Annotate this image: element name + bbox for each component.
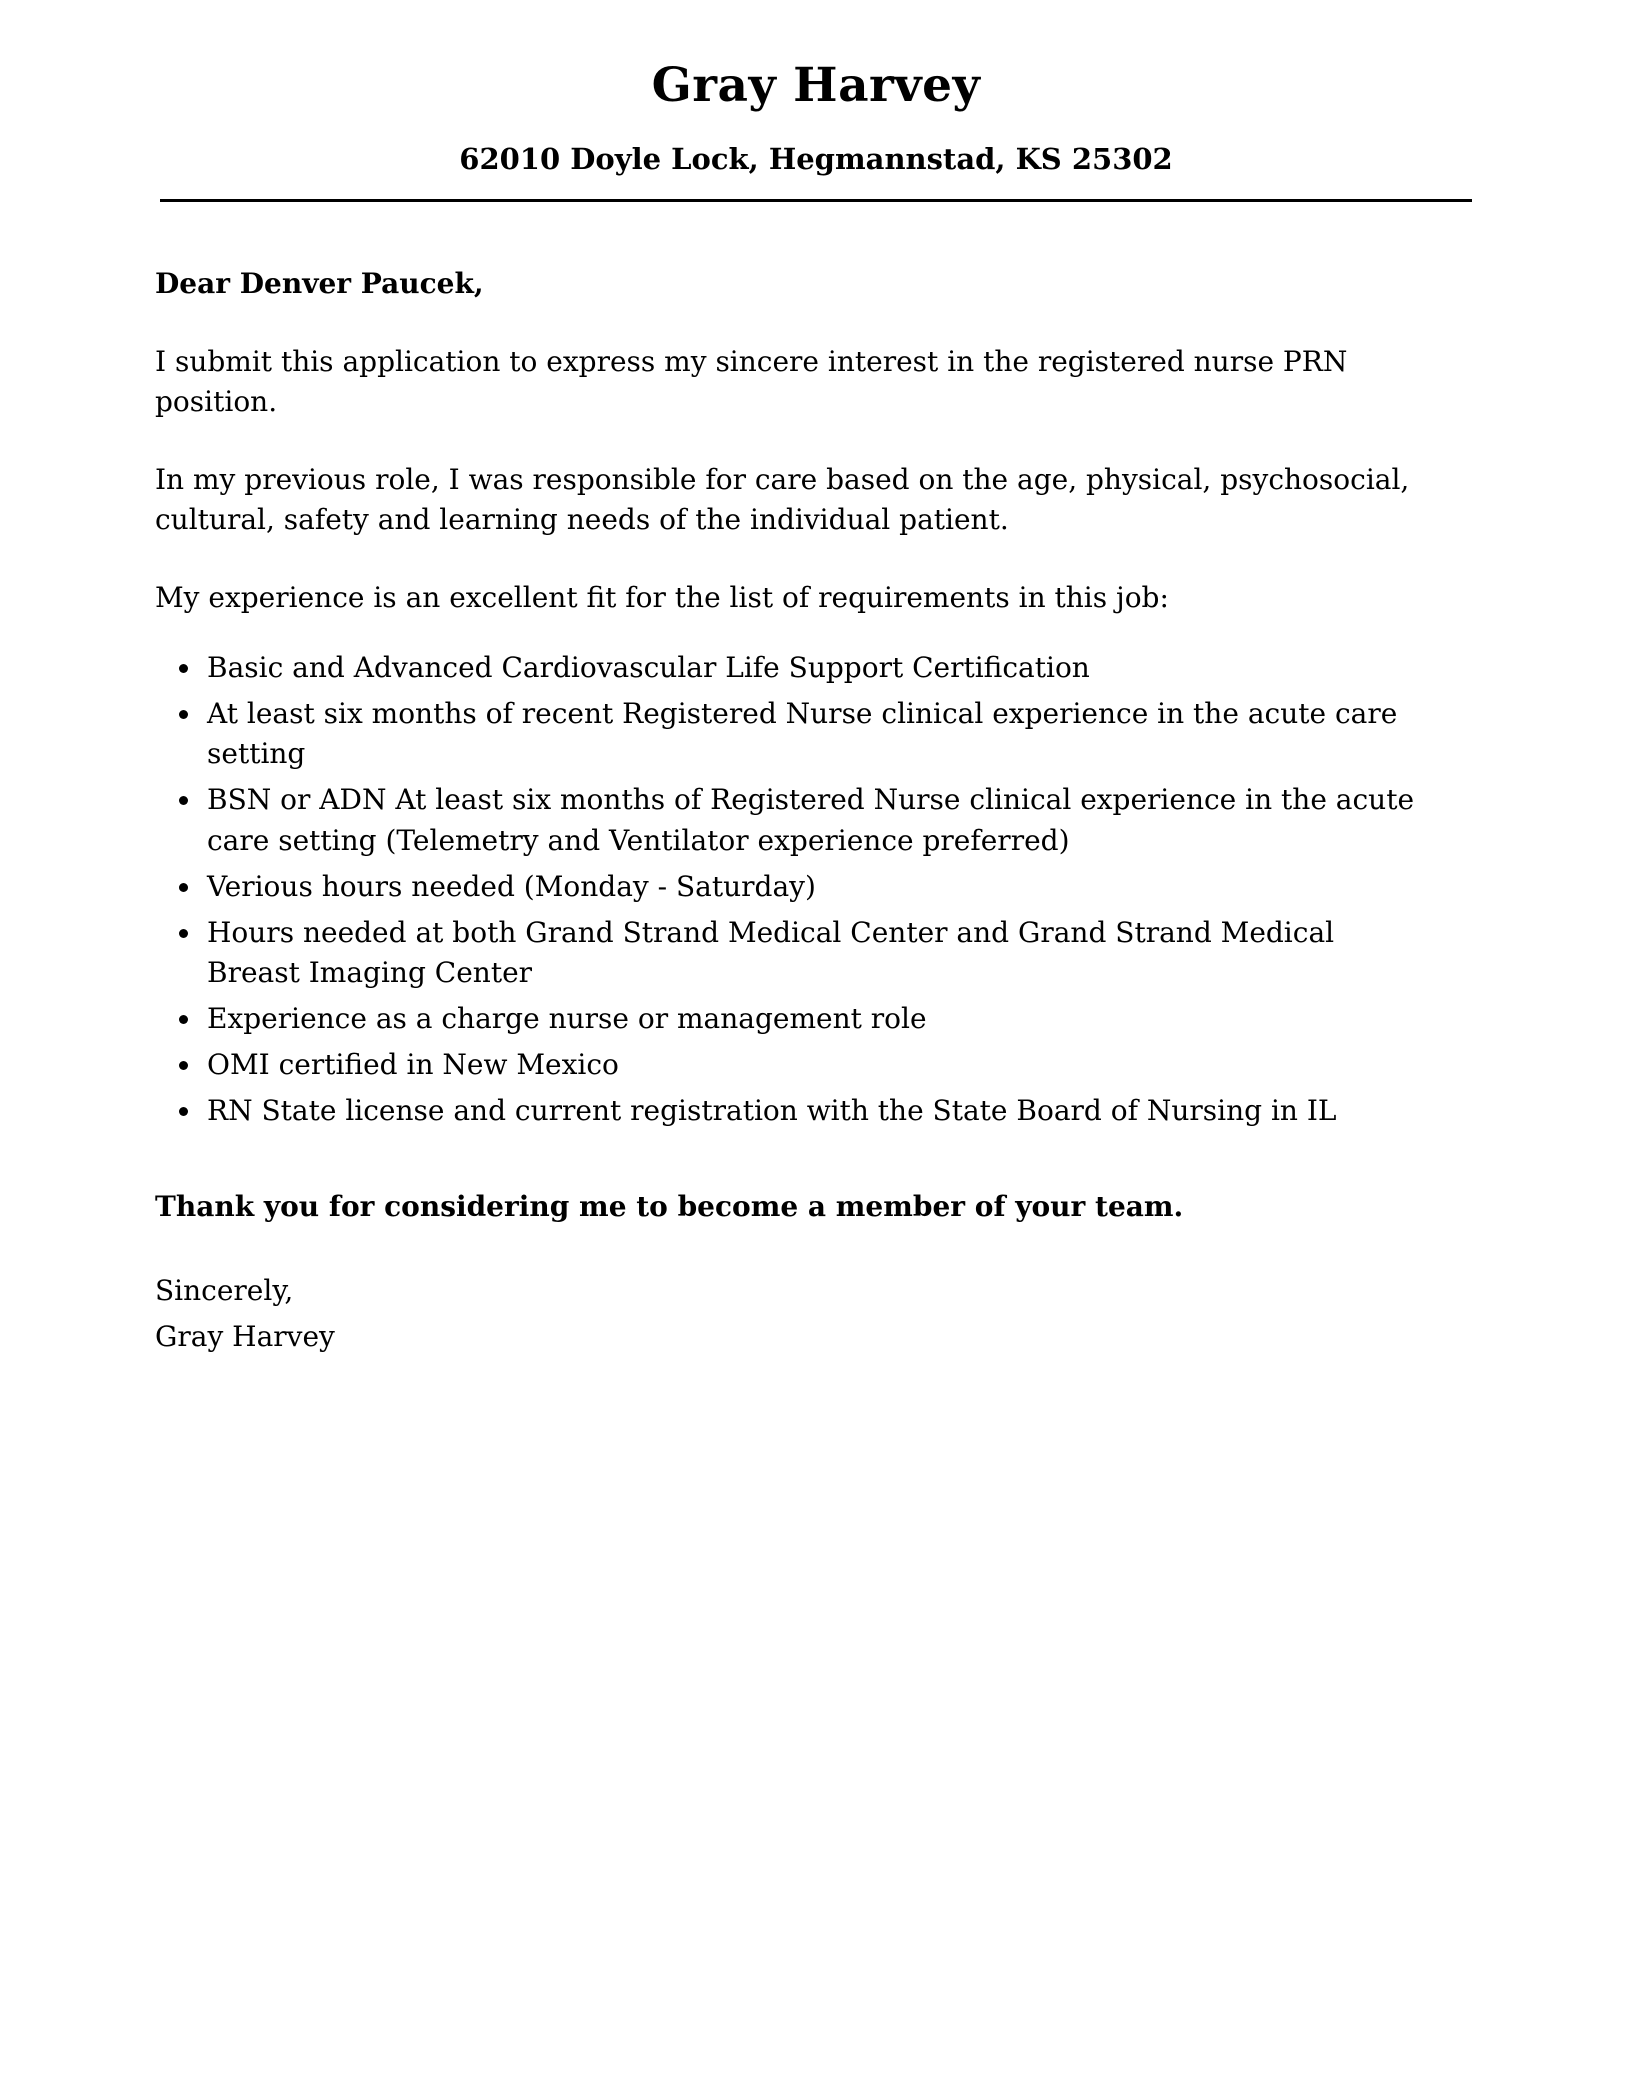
previous-role-paragraph: In my previous role, I was responsible for care based on the age, physical, psychosocial, cultural, safety and learning needs of the individual patient. [155, 463, 1410, 537]
list-item: • Verious hours needed (Monday - Saturday) [203, 867, 1432, 907]
letter-body [0, 264, 1632, 1357]
header-divider [160, 199, 1472, 202]
applicant-address: 62010 Doyle Lock, Hegmannstad, KS 25302 [459, 142, 1173, 177]
experience-lead-paragraph: My experience is an excellent fit for the list of requirements in this job: [155, 581, 1169, 615]
list-item: • At least six months of recent Registered Nurse clinical experience in the acute care setting [203, 694, 1432, 774]
closing-thanks: Thank you for considering me to become a member of your team. [155, 1189, 1184, 1223]
list-item: • RN State license and current registration with the State Board of Nursing in IL [203, 1091, 1432, 1131]
letter-header [0, 58, 1632, 202]
sign-off: Sincerely, [155, 1273, 294, 1307]
list-item: • OMI certified in New Mexico [203, 1045, 1432, 1085]
applicant-name: Gray Harvey [651, 58, 981, 113]
list-item: • Experience as a charge nurse or management role [203, 999, 1432, 1039]
salutation: Dear Denver Paucek, [155, 267, 484, 301]
requirements-list [155, 648, 1432, 1130]
list-item: • Hours needed at both Grand Strand Medical Center and Grand Strand Medical Breast Imaging Center [203, 913, 1432, 993]
list-item: • Basic and Advanced Cardiovascular Life Support Certification [203, 648, 1432, 688]
intro-paragraph: I submit this application to express my sincere interest in the registered nurse PRN position. [155, 345, 1348, 419]
list-item: • BSN or ADN At least six months of Registered Nurse clinical experience in the acute care setting (Telemetry and Ventilator experience preferred) [203, 780, 1432, 860]
signature-name: Gray Harvey [155, 1319, 335, 1353]
